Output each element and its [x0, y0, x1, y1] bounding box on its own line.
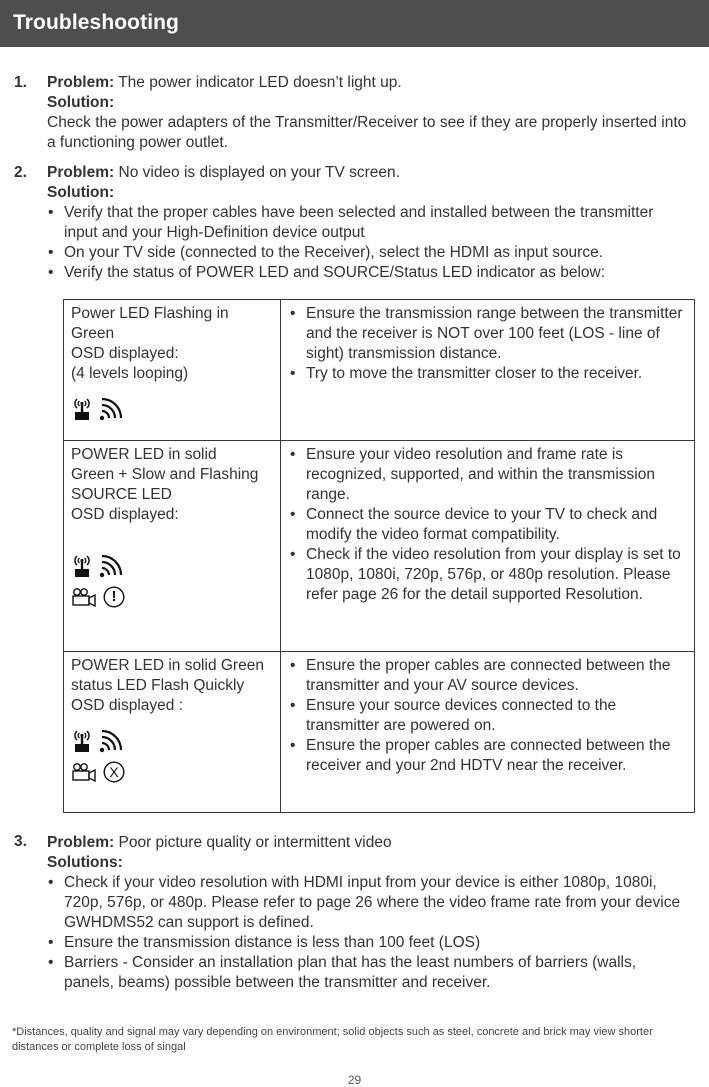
- problem-label: Problem:: [47, 164, 115, 181]
- problem-label: Problem:: [47, 834, 115, 851]
- list-item: • Verify that the proper cables have been selected and installed between the transmitter input and your High-Definition device output: [47, 203, 689, 243]
- warning-icon: [103, 586, 125, 608]
- list-item: • Ensure your source devices connected to the transmitter are powered on.: [289, 696, 687, 736]
- status-line: OSD displayed:: [71, 506, 179, 523]
- transmitter-icon: [71, 727, 93, 753]
- solution-list: [47, 203, 689, 283]
- problem-line: [47, 73, 689, 93]
- solution-list: [47, 873, 689, 993]
- error-badge-text: X: [109, 764, 119, 780]
- page-title: Troubleshooting: [13, 11, 179, 34]
- video-camera-icon: [71, 762, 97, 782]
- status-cell: [64, 441, 281, 652]
- list-item: • Ensure the proper cables are connected between the transmitter and your AV source devices.: [289, 656, 687, 696]
- solution-label: Solution:: [47, 94, 115, 111]
- solution-label: Solution:: [47, 184, 115, 201]
- signal-strength-icon: [99, 727, 125, 753]
- status-line: Green + Slow and Flashing: [71, 466, 259, 483]
- problem-text: The power indicator LED doesn’t light up.: [118, 74, 402, 91]
- status-line: OSD displayed :: [71, 697, 183, 714]
- status-line: status LED Flash Quickly: [71, 677, 245, 694]
- list-item: • On your TV side (connected to the Receiver), select the HDMI as input source.: [47, 243, 689, 263]
- status-line: Power LED Flashing in: [71, 305, 229, 322]
- list-item: • Try to move the transmitter closer to the receiver.: [289, 364, 687, 384]
- status-cell: [64, 300, 281, 441]
- list-item: • Ensure the transmission distance is less than 100 feet (LOS): [47, 933, 689, 953]
- fix-cell: [281, 652, 695, 813]
- warning-badge-text: !: [111, 588, 117, 605]
- item-number: 1.: [14, 74, 27, 91]
- status-line: Green: [71, 325, 115, 342]
- table-row: [64, 441, 695, 652]
- status-line: OSD displayed:: [71, 345, 179, 362]
- problem-text: Poor picture quality or intermittent video: [118, 834, 392, 851]
- fix-cell: [281, 441, 695, 652]
- video-camera-icon: [71, 587, 97, 607]
- list-item: • Barriers - Consider an installation plan that has the least numbers of barriers (walls, panels, beams) possible between the transmitter and receiver.: [47, 953, 689, 993]
- status-cell: [64, 652, 281, 813]
- footnote: *Distances, quality and signal may vary depending on environment; solid objects such as steel, concrete and brick may view shorter distances or complete loss of singal: [12, 1026, 653, 1053]
- item-number: 2.: [14, 164, 27, 181]
- status-line: POWER LED in solid: [71, 446, 217, 463]
- list-item: • Connect the source device to your TV to check and modify the video format compatibility.: [289, 505, 687, 545]
- table-row: [64, 300, 695, 441]
- solution-text: Check the power adapters of the Transmitter/Receiver to see if they are properly inserted into a functioning power outlet.: [47, 114, 687, 151]
- problem-line: [47, 163, 689, 183]
- item-number: 3.: [14, 833, 27, 850]
- fix-cell: [281, 300, 695, 441]
- page-number: 29: [347, 1073, 362, 1087]
- status-line: (4 levels looping): [71, 365, 189, 382]
- status-line: POWER LED in solid Green: [71, 657, 264, 674]
- signal-strength-icon: [99, 552, 125, 578]
- signal-strength-icon: [99, 395, 125, 421]
- list-item: • Check if the video resolution from your display is set to 1080p, 1080i, 720p, 576p, or 480p resolution. Please refer page 26 for the detail supported Resolution.: [289, 545, 687, 605]
- list-item: • Ensure the proper cables are connected between the receiver and your 2nd HDTV near the receiver.: [289, 736, 687, 776]
- list-item: • Verify the status of POWER LED and SOURCE/Status LED indicator as below:: [47, 263, 689, 283]
- status-line: SOURCE LED: [71, 486, 172, 503]
- table-row: [64, 652, 695, 813]
- list-item: • Check if your video resolution with HDMI input from your device is either 1080p, 1080i, 720p, 576p, or 480p. Please refer to page 26 where the video frame rate from your device GWHDMS52 can support is defined.: [47, 873, 689, 933]
- transmitter-icon: [71, 395, 93, 421]
- solution-label: Solutions:: [47, 854, 123, 871]
- problem-line: [47, 833, 689, 853]
- list-item: • Ensure your video resolution and frame rate is recognized, supported, and within the transmission range.: [289, 445, 687, 505]
- page-header: [0, 0, 709, 47]
- transmitter-icon: [71, 552, 93, 578]
- problem-text: No video is displayed on your TV screen.: [118, 164, 400, 181]
- led-status-table: [63, 299, 695, 813]
- list-item: • Ensure the transmission range between the transmitter and the receiver is NOT over 100 feet (LOS - line of sight) transmission distance.: [289, 304, 687, 364]
- error-icon: [103, 761, 125, 783]
- problem-label: Problem:: [47, 74, 115, 91]
